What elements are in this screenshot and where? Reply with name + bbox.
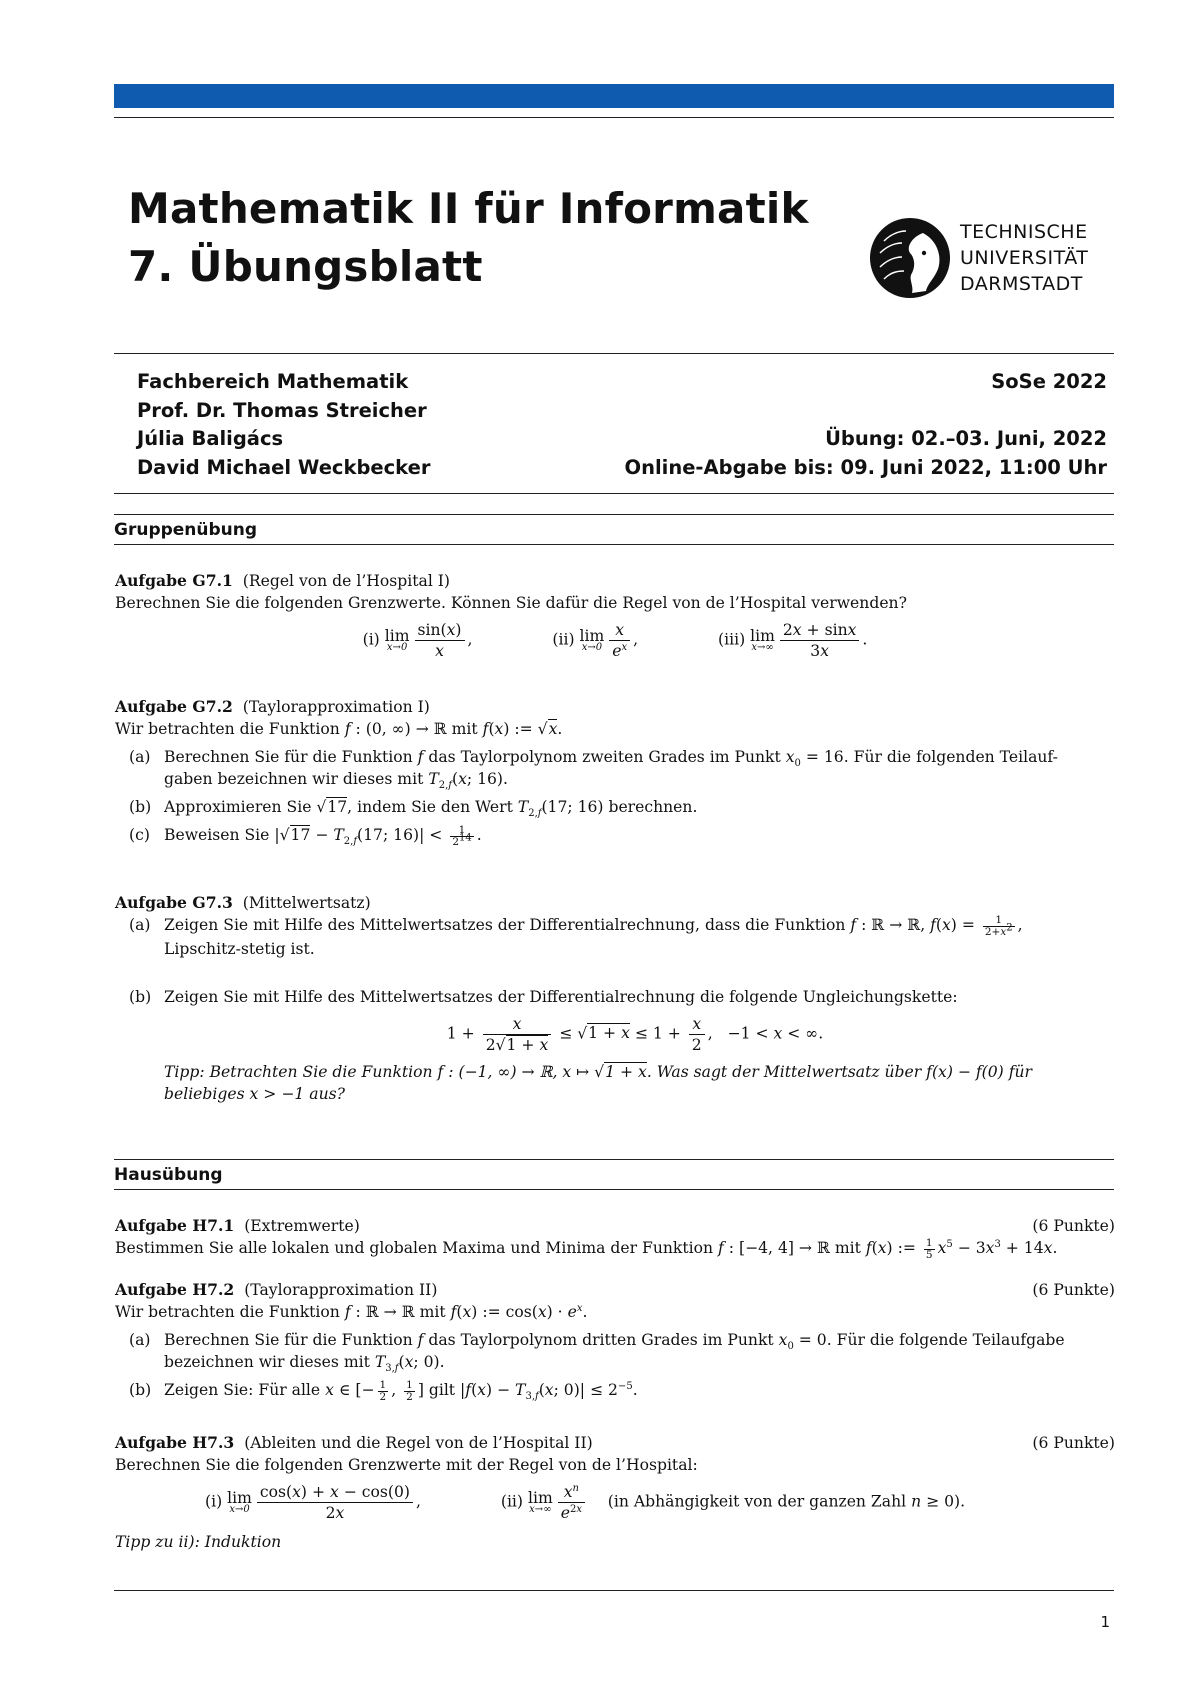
task-heading: Aufgabe G7.2 (Taylorapproximation I) [115, 697, 430, 716]
exercise-date: Übung: 02.–03. Juni, 2022 [825, 427, 1107, 450]
header-color-bar [114, 84, 1114, 108]
assistant: David Michael Weckbecker [137, 455, 431, 479]
formula-limits: (i) lim x→0 $\frac{\cos(x) + x - \cos(0)}{2x}$ , (ii) lim x→∞ $\frac{x^n}{e^{2x}}$ (in Abhängigkeit von der ganzen Zahl n ≥ 0). [205, 1482, 966, 1522]
task-h72 [115, 1279, 1115, 1403]
department: Fachbereich Mathematik [137, 370, 409, 393]
dates-block [625, 368, 1108, 482]
task-heading: Aufgabe H7.2 (Taylorapproximation II) (6 Punkte) [115, 1280, 1115, 1299]
section-heading-home: Hausübung [114, 1165, 223, 1185]
points: (6 Punkte) [1032, 1434, 1115, 1452]
formula-inequality: 1 + $\frac{x}{2√1 + x}$ ≤ √1 + x ≤ 1 + $\frac{x}{2}$ , −1 < x < ∞. [446, 1014, 824, 1054]
section-rule [114, 544, 1114, 545]
task-heading: Aufgabe G7.3 (Mittelwertsatz) [115, 893, 371, 912]
task-g72 [115, 696, 1115, 848]
subtask-b: (b) Approximieren Sie √17, indem Sie den Wert $T_{2,f}(17$; 16) berechnen. [129, 798, 698, 820]
points: (6 Punkte) [1032, 1217, 1115, 1235]
task-text: Wir betrachten die Funktion f : (0, ∞) → ℝ mit f(x) := √x. [115, 720, 563, 738]
course-title: Mathematik II für Informatik [128, 184, 809, 233]
section-heading-group: Gruppenübung [114, 520, 258, 540]
section-rule [114, 1159, 1114, 1160]
task-text: Berechnen Sie die folgenden Grenzwerte. Können Sie dafür die Regel von de l’Hospital verwenden? [115, 594, 907, 612]
task-g71 [115, 570, 1115, 661]
deadline: Online-Abgabe bis: 09. Juni 2022, 11:00 Uhr [624, 455, 1107, 479]
task-text: Berechnen Sie die folgenden Grenzwerte mit der Regel von de l’Hospital: [115, 1456, 698, 1474]
task-h73 [115, 1432, 1115, 1553]
university-logo [868, 213, 1116, 305]
header-rule [114, 117, 1114, 118]
page-number: 1 [1100, 1613, 1110, 1631]
hint: Tipp zu ii): Induktion [115, 1533, 282, 1551]
task-h71 [115, 1215, 1115, 1261]
points: (6 Punkte) [1032, 1281, 1115, 1299]
assistant: Júlia Baligács [137, 427, 284, 450]
sheet-title [128, 180, 809, 296]
footer-rule [114, 1590, 1114, 1591]
athena-head-icon [868, 213, 954, 303]
subtask-c: (c) Beweisen Sie $|√17 - T_{2,f}(17$; 16)| < $\frac{1}{2^{14}}$ . [129, 823, 482, 848]
meta-bottom-rule [114, 493, 1114, 494]
sheet-number: 7. Übungsblatt [128, 242, 483, 291]
task-text: Wir betrachten die Funktion f : ℝ → ℝ mit f(x) := $\cos(x) \cdot e^x$. [115, 1302, 588, 1321]
subtask-b: (b) Zeigen Sie mit Hilfe des Mittelwertsatzes der Differentialrechnung die folgende Ungleichungskette: [129, 987, 958, 1006]
section-rule [114, 1189, 1114, 1190]
subtask-a: (a) Zeigen Sie mit Hilfe des Mittelwertsatzes der Differentialrechnung, dass die Funktion f : ℝ → ℝ, f(x) = $\frac{1}{2+x^2}$ , Lipschitz-stetig ist. [129, 913, 1023, 958]
subtask-b: (b) Zeigen Sie: Für alle x ∈ [− $\frac{1}{2}$ , $\frac{1}{2}$ ] gilt $|f(x) - T_{3,f}(x$; $0)| \le 2^{-5}$. [129, 1378, 638, 1403]
semester: SoSe 2022 [991, 370, 1107, 393]
staff-block [137, 368, 430, 482]
subtask-a: (a) Berechnen Sie für die Funktion f das Taylorpolynom zweiten Grades im Punkt $x_0 = 16$. Für die folgenden Teilauf- gaben bezeichnen wir dieses mit $T_{2,f}(x$; 16). [129, 748, 1058, 792]
professor: Prof. Dr. Thomas Streicher [137, 398, 427, 422]
section-rule [114, 514, 1114, 515]
task-heading: Aufgabe H7.3 (Ableiten und die Regel von de l’Hospital II) (6 Punkte) [115, 1433, 1115, 1452]
task-heading: Aufgabe H7.1 (Extremwerte) (6 Punkte) [115, 1216, 1115, 1235]
subtask-a: (a) Berechnen Sie für die Funktion f das Taylorpolynom dritten Grades im Punkt $x_0 = 0$. Für die folgende Teilaufgabe bezeichnen wir dieses mit $T_{3,f}(x$; 0). [129, 1331, 1065, 1375]
meta-top-rule [114, 353, 1114, 354]
task-text: Bestimmen Sie alle lokalen und globalen Maxima und Minima der Funktion f : [−4, 4] → ℝ mit f(x) := $\frac{1}{5}$ $x^5 - 3x^3 + 14x$. [115, 1236, 1058, 1261]
task-heading: Aufgabe G7.1 (Regel von de l’Hospital I) [115, 571, 451, 590]
formula-limits: (i) lim x→0 $\frac{\sin(x)}{x}$ , (ii) lim x→0 $\frac{x}{e^x}$ , (iii) lim x→∞ $\frac{2x + \sin x}{3x}$ . [362, 621, 868, 660]
task-g73 [115, 892, 1115, 1105]
university-name: TECHNISCHE UNIVERSITÄT DARMSTADT [960, 221, 1089, 295]
hint: Tipp: Betrachten Sie die Funktion f : (−1, ∞) → ℝ, x ↦ √1 + x. Was sagt der Mittelwertsatz über f(x) − f(0) für beliebiges x > −1 aus? [164, 1062, 1032, 1103]
